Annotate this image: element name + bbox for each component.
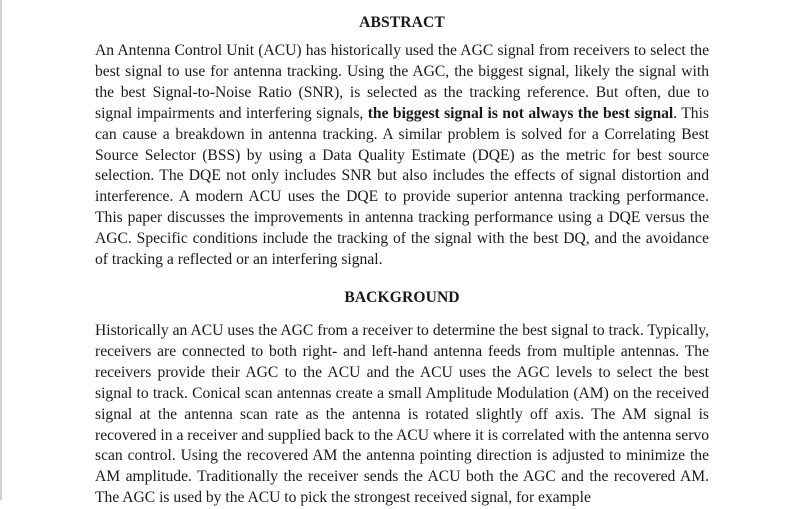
page-left-border [0,0,2,500]
abstract-text-end: . This can cause a breakdown in antenna tracking. A similar problem is solved for a Correlating Best Source Selector (BSS) by using a Data Quality Estimate (DQE) as the metric for best source selection. The DQE not only includes SNR but also includes the effects of signal distortion and interference. A modern ACU uses the DQE to provide superior antenna tracking performance. This paper discusses the improvements in antenna tracking performance using a DQE versus the AGC. Specific conditions include the tracking of the signal with the best DQ, and the avoidance of tracking a reflected or an interfering signal. [95,104,709,269]
abstract-paragraph [95,41,709,271]
abstract-emphasis: the biggest signal is not always the best signal [367,104,674,122]
background-paragraph: Historically an ACU uses the AGC from a receiver to determine the best signal to track. Typically, receivers are connected to both right- and left-hand antenna feeds from multiple antennas. The receivers provide their AGC to the ACU and the ACU uses the AGC levels to select the best signal to track. Conical scan antennas create a small Amplitude Modulation (AM) on the received signal at the antenna scan rate as the antenna is rotated slightly off axis. The AM signal is recovered in a receiver and supplied back to the ACU where it is correlated with the antenna servo scan control. Using the recovered AM the antenna pointing direction is adjusted to minimize the AM amplitude. Traditionally the receiver sends the ACU both the AGC and the recovered AM. The AGC is used by the ACU to pick the strongest received signal, for example [95,322,709,507]
abstract-text-start: An Antenna Control Unit (ACU) has historically used the AGC signal from receivers to select the best signal to use for antenna tracking. Using the AGC, the biggest signal, likely the signal with the best Signal-to-Noise Ratio (SNR), is selected as the tracking reference. But often, due to signal impairments and interfering signals, [95,42,709,122]
section-heading-background: BACKGROUND [344,289,460,306]
section-heading-abstract: ABSTRACT [359,14,445,31]
